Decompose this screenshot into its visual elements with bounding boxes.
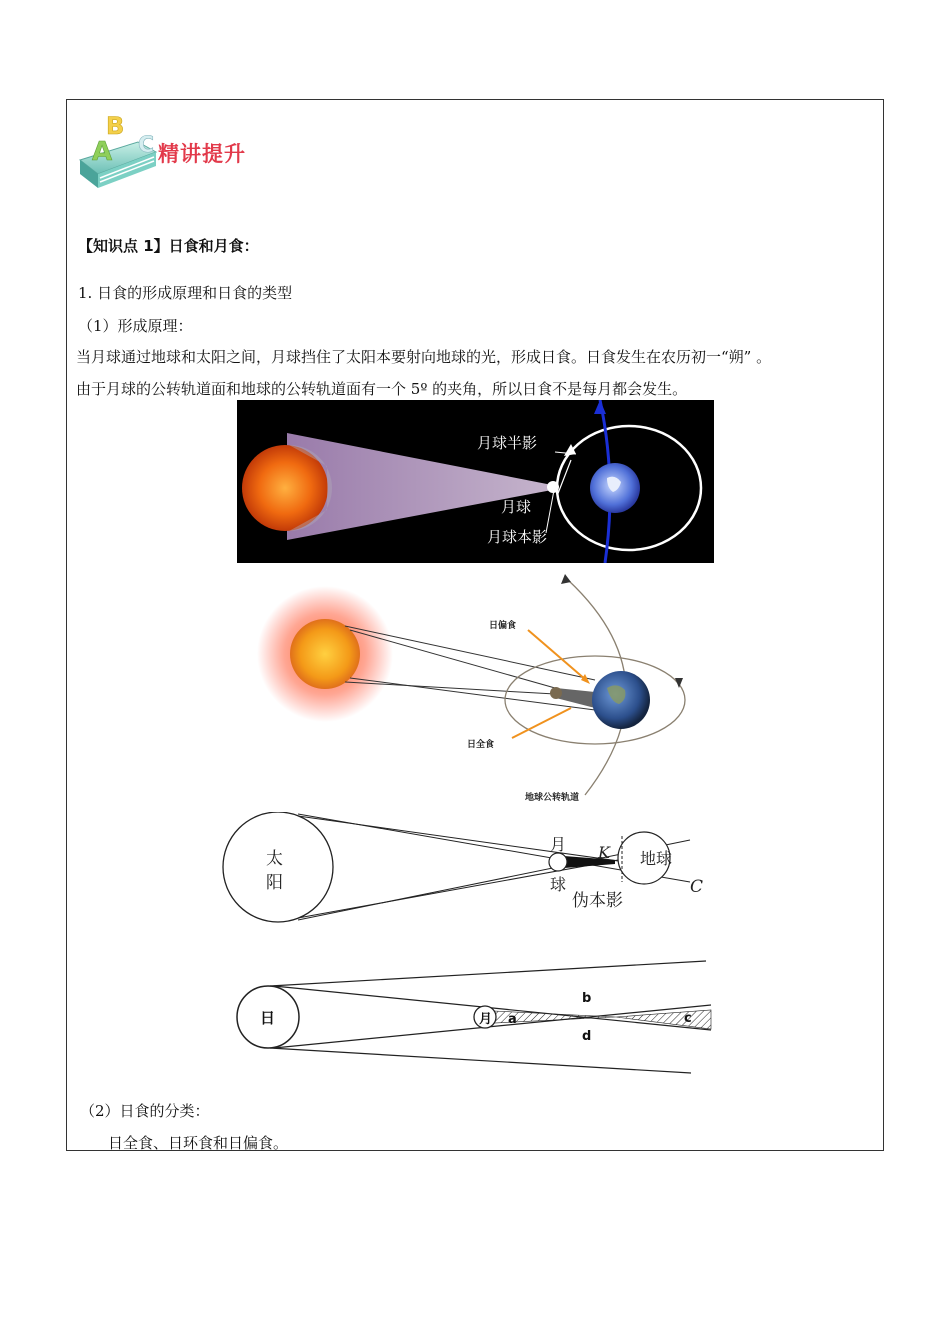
subsection-principle: （1）形成原理： [78, 317, 193, 335]
label-sun-2: 阳 [266, 873, 283, 893]
letter-a: A [92, 137, 113, 167]
label-moon: 月球 [501, 498, 532, 516]
figure-shadow-regions [236, 955, 716, 1077]
label-umbra: 月球本影 [487, 528, 548, 546]
moon [550, 687, 562, 699]
paragraph-orbit-angle: 由于月球的公转轨道面和地球的公转轨道面有一个 5º 的夹角，所以日食不是每月都会发生。 [76, 380, 688, 398]
section-title: 1. 日食的形成原理和日食的类型 [78, 284, 293, 302]
label-moon: 月 [479, 1012, 493, 1027]
label-moon-2: 球 [550, 875, 567, 894]
moon [547, 481, 559, 493]
figure-eclipse-orbit [255, 570, 700, 805]
letter-b: B [106, 112, 125, 140]
label-orbit: 地球公转轨道 [525, 793, 580, 803]
label-earth: 地球 [640, 849, 673, 868]
paragraph-principle: 当月球通过地球和太阳之间，月球挡住了太阳本要射向地球的光，形成日食。日食发生在农历初一“朔” 。 [76, 348, 772, 366]
label-k: K [598, 843, 610, 862]
label-c: C [690, 877, 704, 897]
label-moon-1: 月 [550, 835, 567, 854]
label-pseudo-umbra: 伪本影 [572, 891, 623, 911]
figure-pseudo-umbra [220, 812, 710, 927]
letter-c: C [138, 133, 155, 158]
label-d: d [582, 1029, 592, 1044]
label-partial: 日偏食 [489, 621, 517, 631]
arrow-partial [528, 630, 586, 680]
subsection-types: （2）日食的分类： [80, 1102, 210, 1120]
label-sun-1: 太 [266, 849, 283, 869]
sun [290, 619, 360, 689]
label-sun: 日 [260, 1009, 276, 1027]
label-c: c [684, 1011, 692, 1026]
arrow-total [512, 708, 571, 738]
label-b: b [582, 991, 592, 1006]
knowledge-point-heading: 【知识点 1】日食和月食： [78, 237, 259, 255]
moon-circle [549, 853, 567, 871]
label-penumbra: 月球半影 [477, 434, 538, 452]
paragraph-types: 日全食、日环食和日偏食。 [108, 1134, 289, 1152]
label-total: 日全食 [467, 740, 495, 750]
banner-title: 精讲提升 [158, 142, 246, 166]
label-a: a [508, 1012, 517, 1027]
figure-eclipse-dark [237, 400, 714, 563]
